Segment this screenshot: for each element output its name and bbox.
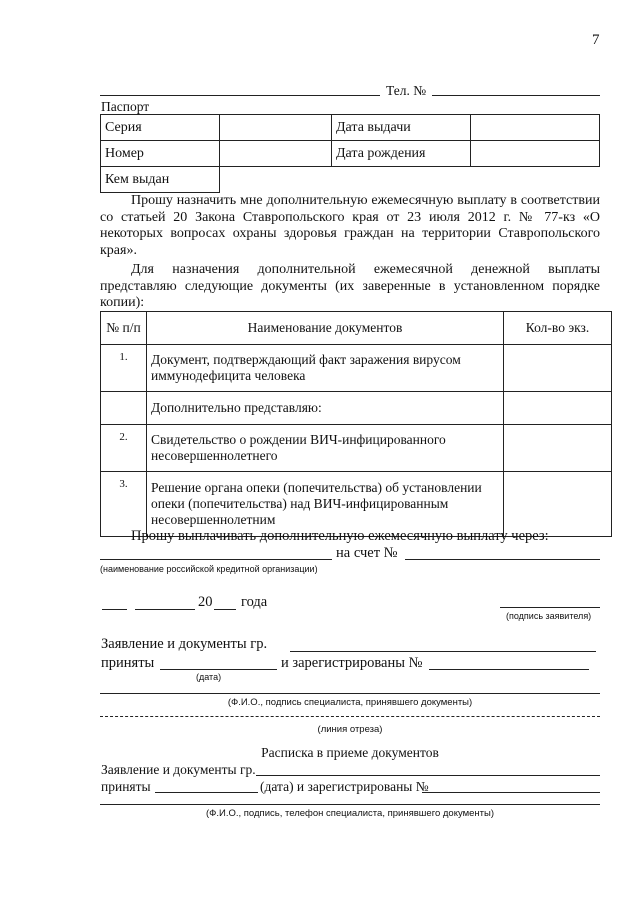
table-header-row <box>101 312 612 345</box>
passport-table <box>100 114 600 193</box>
date-year-prefix: 20 <box>198 594 213 610</box>
date-year-suffix: года <box>241 594 268 610</box>
account-line[interactable] <box>405 559 600 560</box>
accepted-label: приняты <box>101 655 155 671</box>
table-row <box>101 472 612 537</box>
phone-line <box>432 95 600 96</box>
accepted-statement-label: Заявление и документы гр. <box>101 636 268 652</box>
receipt-registration-line[interactable] <box>422 792 600 793</box>
applicant-signature-line[interactable] <box>500 607 600 608</box>
col-count-header: Кол-во экз. <box>504 312 612 345</box>
table-row <box>101 425 612 472</box>
applicant-signature-caption: (подпись заявителя) <box>506 611 592 621</box>
issued-by-value[interactable] <box>220 167 600 193</box>
name-line <box>100 95 380 96</box>
col-name-header: Наименование документов <box>147 312 504 345</box>
page-number: 7 <box>592 32 600 48</box>
accepted-registration-line[interactable] <box>429 669 589 670</box>
account-label: на счет № <box>336 545 398 561</box>
row-count-cell[interactable] <box>504 345 612 392</box>
series-value[interactable] <box>220 115 332 141</box>
receipt-specialist-caption: (Ф.И.О., подпись, телефон специалиста, принявшего документы) <box>205 808 495 819</box>
accepted-specialist-line[interactable] <box>100 693 600 694</box>
receipt-title: Расписка в приеме документов <box>261 745 439 760</box>
row-number <box>101 392 147 425</box>
number-label: Номер <box>101 141 220 167</box>
date-year-line[interactable] <box>214 609 236 610</box>
date-month-line[interactable] <box>135 609 195 610</box>
receipt-accepted-label: приняты <box>101 779 151 794</box>
request-paragraph: Прошу назначить мне дополнительную ежемесячную выплату в соответствии со статьей 20 Закона Ставропольского края от 23 июля 2012 г. № 77-кз «О некоторых вопросах охраны здоровья граждан на территории Ставропольского края». <box>100 193 600 258</box>
col-number-header: № п/п <box>101 312 147 345</box>
issue-date-label: Дата выдачи <box>332 115 471 141</box>
accepted-registered-label: и зарегистрированы № <box>281 655 423 671</box>
series-label: Серия <box>101 115 220 141</box>
table-row <box>101 392 612 425</box>
receipt-citizen-line[interactable] <box>256 775 600 776</box>
issued-by-label: Кем выдан <box>101 167 220 193</box>
table-row <box>101 345 612 392</box>
documents-table <box>100 311 612 537</box>
row-count-cell[interactable] <box>504 392 612 425</box>
row-document-name: Документ, подтверждающий факт заражения вирусом иммунодефицита человека <box>147 345 504 392</box>
bank-caption: (наименование российской кредитной организации) <box>100 564 318 574</box>
row-count-cell[interactable] <box>504 425 612 472</box>
bank-line[interactable] <box>100 559 332 560</box>
accepted-date-line[interactable] <box>160 669 277 670</box>
receipt-date-registered-label: (дата) и зарегистрированы № <box>260 779 429 794</box>
row-number: 2. <box>101 425 147 472</box>
phone-label: Тел. № <box>386 83 427 98</box>
payment-line: Прошу выплачивать дополнительную ежемесячную выплату через: <box>131 528 549 544</box>
birth-date-label: Дата рождения <box>332 141 471 167</box>
receipt-statement-label: Заявление и документы гр. <box>101 762 256 777</box>
cut-line <box>100 716 600 717</box>
birth-date-value[interactable] <box>471 141 600 167</box>
accepted-date-caption: (дата) <box>196 672 222 682</box>
number-value[interactable] <box>220 141 332 167</box>
receipt-specialist-line[interactable] <box>100 804 600 805</box>
accepted-citizen-line[interactable] <box>290 651 596 652</box>
row-document-name: Дополнительно представляю: <box>147 392 504 425</box>
receipt-date-line[interactable] <box>155 792 258 793</box>
issue-date-value[interactable] <box>471 115 600 141</box>
date-day-line[interactable] <box>102 609 127 610</box>
row-number: 1. <box>101 345 147 392</box>
passport-title: Паспорт <box>101 99 150 114</box>
accepted-specialist-caption: (Ф.И.О., подпись специалиста, принявшего документы) <box>227 697 473 708</box>
cut-line-caption: (линия отреза) <box>317 724 383 735</box>
documents-paragraph: Для назначения дополнительной ежемесячной денежной выплаты представляю следующие документы (их заверенные в установленном порядке копии): <box>100 262 600 310</box>
row-document-name: Свидетельство о рождении ВИЧ-инфицированного несовершеннолетнего <box>147 425 504 472</box>
row-document-name: Решение органа опеки (попечительства) об установлении опеки (попечительства) над ВИЧ-инфицированным несовершеннолетним <box>147 472 504 537</box>
row-number: 3. <box>101 472 147 537</box>
row-count-cell[interactable] <box>504 472 612 537</box>
